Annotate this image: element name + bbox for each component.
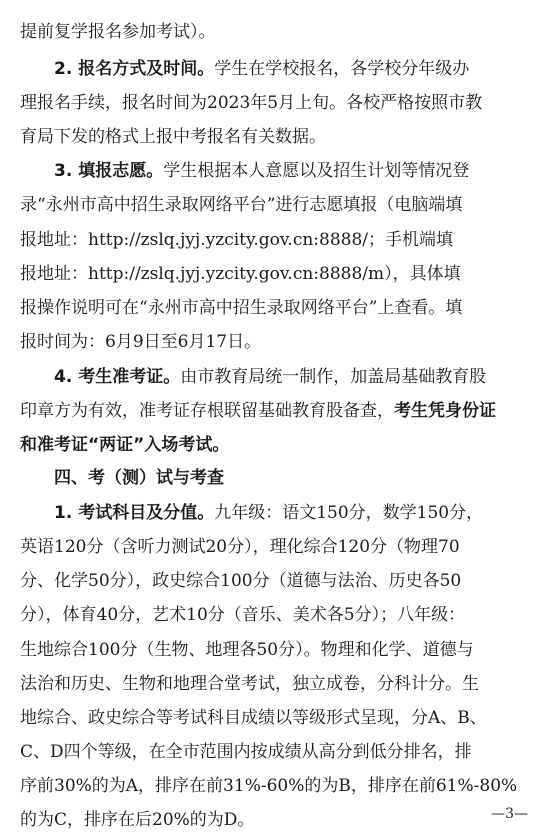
paragraph-text: 学生在学校报名，各学校分年级办 bbox=[214, 59, 470, 80]
section-heading-application: 3. 填报志愿。 bbox=[54, 161, 164, 182]
chapter-heading: 四、考（测）试与考查 bbox=[54, 468, 224, 489]
paragraph-text: 报地址：http://zslq.jyj.yzcity.gov.cn:8888/m），具体填 bbox=[20, 263, 461, 284]
text-line bbox=[20, 567, 534, 595]
paragraph-text: C、D四个等级，在全市范围内按成绩从高分到低分排名，排 bbox=[20, 741, 472, 762]
text-line bbox=[54, 55, 534, 83]
page-number: —3— bbox=[491, 806, 528, 822]
paragraph-text: 报地址：http://zslq.jyj.yzcity.gov.cn:8888/；手机端填 bbox=[20, 229, 454, 250]
paragraph-text: 学生根据本人意愿以及招生计划等情况登 bbox=[163, 161, 470, 182]
paragraph-text: 分），体育40分，艺术10分（音乐、美术各5分）；八年级： bbox=[20, 605, 466, 626]
text-line bbox=[20, 772, 534, 800]
text-line bbox=[20, 18, 534, 46]
bold-text: 考生凭身份证 bbox=[394, 400, 496, 421]
text-line bbox=[20, 328, 534, 356]
text-line bbox=[20, 260, 534, 288]
text-line bbox=[20, 636, 534, 664]
paragraph-text: 地综合、政史综合等考试科目成绩以等级形式呈现，分A、B、 bbox=[20, 707, 487, 728]
paragraph-text: 法治和历史、生物和地理合堂考试，独立成卷，分科计分。生 bbox=[20, 673, 479, 694]
paragraph-text: 印章方为有效，准考证存根联留基础教育股备查， bbox=[20, 400, 394, 421]
paragraph-text: 理报名手续，报名时间为2023年5月上旬。各校严格按照市教 bbox=[20, 93, 483, 114]
section-heading-admission-ticket: 4. 考生准考证。 bbox=[54, 366, 181, 387]
text-line bbox=[20, 704, 534, 732]
text-line bbox=[20, 533, 534, 561]
paragraph-text: 九年级：语文150分，数学150分， bbox=[214, 503, 484, 524]
text-line bbox=[54, 499, 534, 527]
text-line bbox=[20, 738, 534, 766]
paragraph-text: 育局下发的格式上报中考报名有关数据。 bbox=[20, 127, 326, 148]
section-heading-registration: 2. 报名方式及时间。 bbox=[54, 59, 215, 80]
paragraph-text: 提前复学报名参加考试）。 bbox=[20, 22, 216, 42]
bold-text: 和准考证“两证”入场考试。 bbox=[20, 435, 230, 456]
text-line bbox=[20, 191, 534, 219]
text-line bbox=[20, 89, 534, 117]
paragraph-text: 生地综合100分（生物、地理各50分）。物理和化学、道德与 bbox=[20, 639, 474, 660]
paragraph-text: 的为C，排序在后20%的为D。 bbox=[20, 810, 255, 830]
text-line bbox=[20, 670, 534, 698]
text-line bbox=[54, 464, 534, 492]
text-line bbox=[20, 294, 534, 322]
paragraph-text: 由市教育局统一制作，加盖局基础教育股 bbox=[180, 366, 487, 387]
section-heading-subjects: 1. 考试科目及分值。 bbox=[54, 503, 215, 524]
paragraph-text: 录“永州市高中招生录取网络平台”进行志愿填报（电脑端填 bbox=[20, 195, 463, 216]
text-line bbox=[54, 363, 534, 391]
text-line bbox=[20, 601, 534, 629]
paragraph-text: 分、化学50分），政史综合100分（道德与法治、历史各50 bbox=[20, 571, 462, 592]
paragraph-text: 英语120分（含听力测试20分），理化综合120分（物理70 bbox=[20, 537, 460, 558]
text-line bbox=[20, 226, 534, 254]
paragraph-text: 报时间为：6月9日至6月17日。 bbox=[20, 331, 262, 352]
text-line bbox=[20, 123, 534, 151]
paragraph-text: 序前30%的为A，排序在前31%-60%的为B，排序在前61%-80% bbox=[20, 775, 518, 796]
text-line bbox=[20, 806, 534, 834]
paragraph-text: 报操作说明可在“永州市高中招生录取网络平台”上查看。填 bbox=[20, 297, 463, 318]
text-line bbox=[54, 157, 534, 185]
text-line bbox=[20, 397, 534, 425]
text-line bbox=[20, 431, 534, 459]
